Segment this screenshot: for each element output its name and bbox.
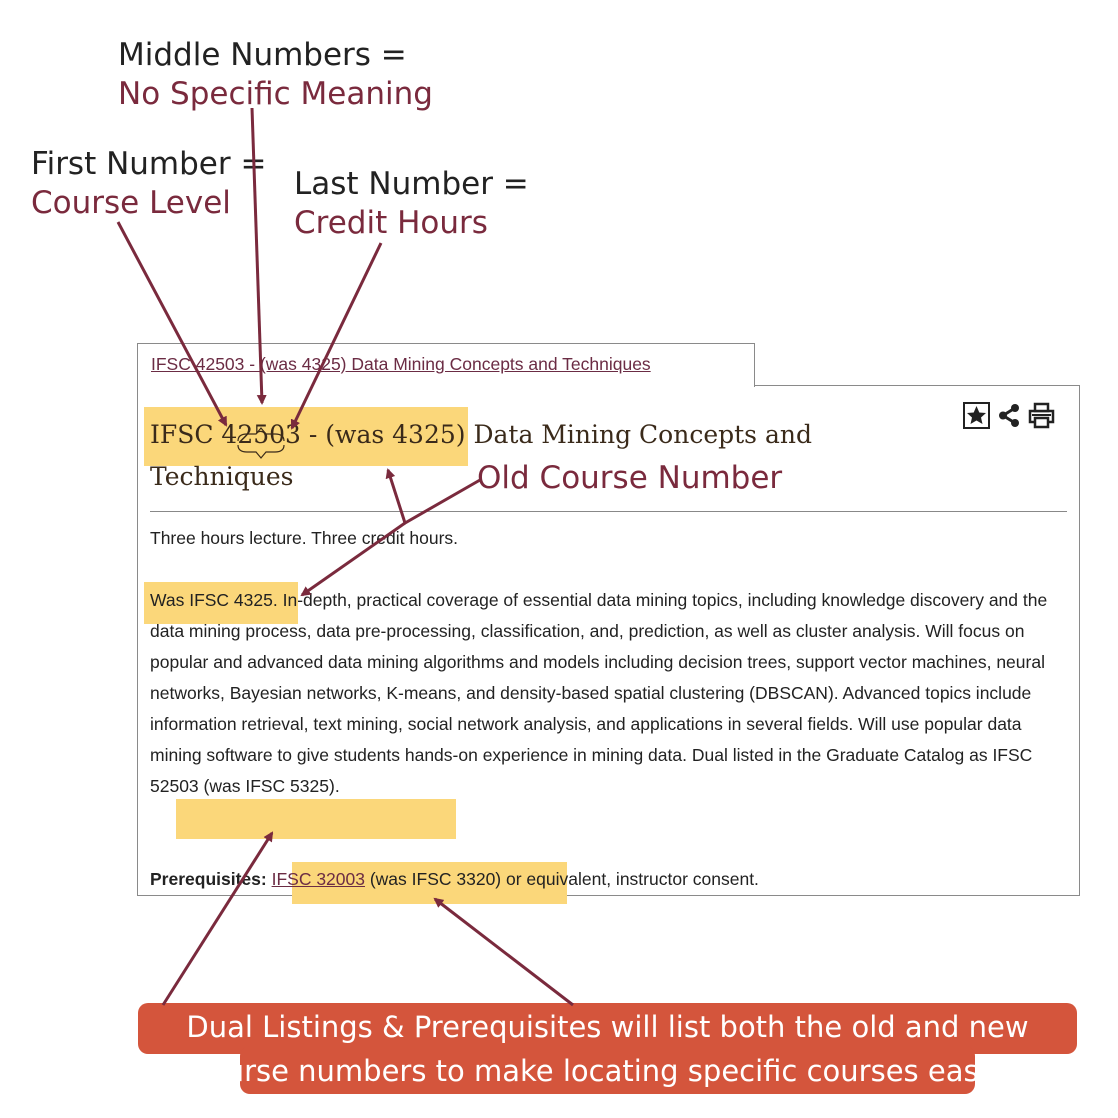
title-divider	[150, 511, 1067, 512]
course-title: IFSC 42503 - (was 4325) Data Mining Concepts and Techniques	[150, 420, 812, 491]
middle-numbers-meaning: No Specific Meaning	[118, 76, 433, 112]
first-number-annotation	[31, 145, 266, 223]
callout-text: Dual Listings & Prerequisites will list both the old and new course numbers to make locating specific courses easier.	[186, 1010, 1029, 1088]
prerequisite-link[interactable]: IFSC 32003	[271, 869, 365, 889]
course-tab-link[interactable]: IFSC 42503 - (was 4325) Data Mining Concepts and Techniques	[151, 354, 651, 374]
course-tab[interactable]	[137, 343, 755, 387]
middle-numbers-annotation	[118, 36, 433, 114]
last-number-label: Last Number =	[294, 166, 529, 202]
was-course-number: Was IFSC 4325.	[150, 590, 278, 610]
prereq-arrow	[435, 899, 573, 1005]
first-number-label: First Number =	[31, 146, 267, 182]
description-text: In-depth, practical coverage of essential data mining topics, including knowledge discovery and the data mining process, data pre-processing, classification, and, prediction, as well as cluster analysis. Will focus on popular and advanced data mining algorithms and models including decision trees, support vector machines, neural networks, Bayesian networks, K-means, and density-based spatial clustering (DBSCAN). Advanced topics include information retrieval, text mining, social network analysis, and applications in several fields. Will use popular data mining software to give students hands-on experience in mining data. Dual listed in the Graduate Catalog as	[150, 590, 1048, 765]
dual-listing-highlight	[176, 799, 456, 839]
print-icon[interactable]	[1028, 402, 1055, 433]
prerequisite-rest: or equivalent, instructor consent.	[501, 869, 759, 889]
star-icon[interactable]	[963, 402, 990, 433]
dual-listing-text: IFSC 52503 (was IFSC 5325).	[150, 745, 1033, 796]
course-actions	[963, 402, 1055, 433]
prerequisite-old-number: (was IFSC 3320)	[364, 869, 502, 889]
course-description	[150, 585, 1055, 802]
first-number-meaning: Course Level	[31, 185, 231, 221]
old-course-number-label: Old Course Number	[477, 460, 783, 496]
prerequisites	[150, 864, 1055, 895]
middle-numbers-label: Middle Numbers =	[118, 37, 407, 73]
course-hours: Three hours lecture. Three credit hours.	[150, 528, 459, 548]
last-number-meaning: Credit Hours	[294, 205, 488, 241]
prerequisites-label: Prerequisites:	[150, 869, 267, 889]
share-icon[interactable]	[996, 402, 1022, 433]
last-number-annotation	[294, 165, 529, 243]
